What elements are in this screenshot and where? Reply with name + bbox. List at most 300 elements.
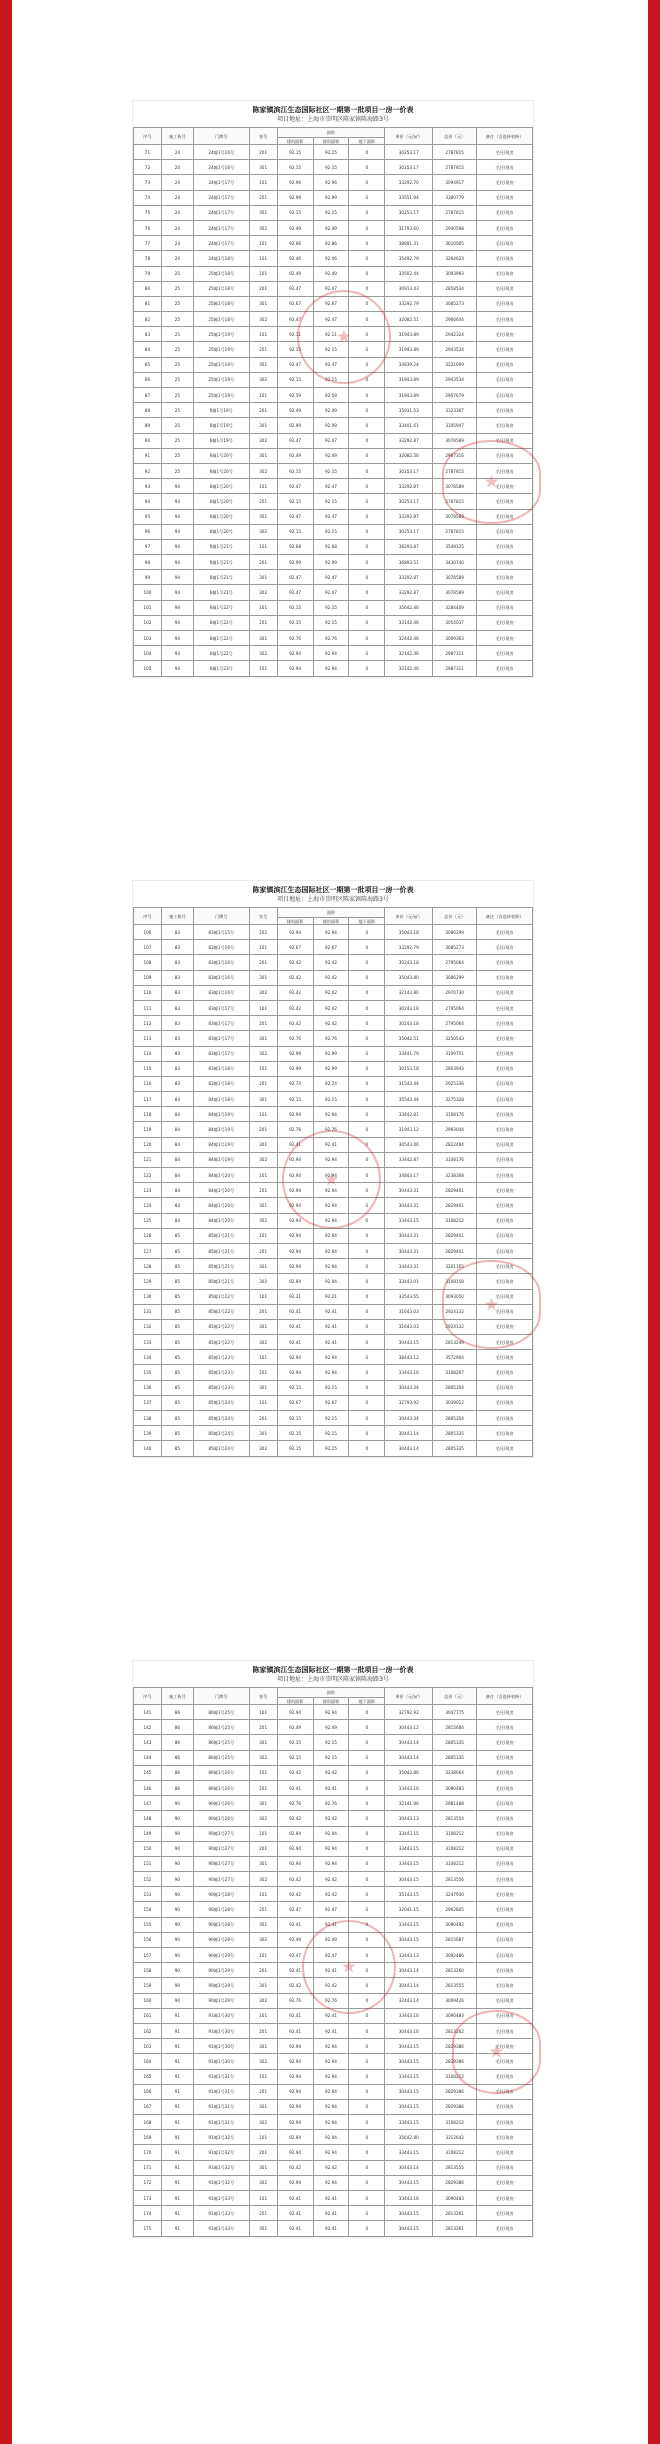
cell-unit-price: 30443.15 [385, 2084, 433, 2099]
table-row [134, 1887, 533, 1902]
cell-door: 84幢1号19号 [193, 1152, 249, 1167]
cell-under-area: 0 [349, 1289, 385, 1304]
cell-use-area: 92.94 [313, 1107, 349, 1122]
cell-door: 83幢1号17号 [193, 1000, 249, 1015]
cell-note: 毛坯/现房 [477, 1122, 533, 1137]
cell-build-area: 92.94 [277, 925, 313, 940]
cell-under-area: 0 [349, 2099, 385, 2114]
cell-total-price: 3090483 [433, 2191, 477, 2206]
cell-total-price: 2943534 [433, 372, 477, 387]
col-header-room: 室号 [249, 908, 277, 925]
table-row [134, 312, 533, 327]
cell-building: 86 [161, 1735, 193, 1750]
cell-build-area: 92.49 [277, 220, 313, 235]
cell-room: 101 [249, 266, 277, 281]
cell-note: 毛坯/现房 [477, 570, 533, 585]
cell-build-area: 92.94 [277, 2115, 313, 2130]
cell-use-area: 92.94 [313, 2084, 349, 2099]
table-row [134, 1917, 533, 1932]
cell-under-area: 0 [349, 2160, 385, 2175]
cell-no: 92 [134, 463, 162, 478]
cell-door: 86幢1号25号 [193, 1705, 249, 1720]
cell-under-area: 0 [349, 1426, 385, 1441]
table-row [134, 418, 533, 433]
cell-no: 115 [134, 1061, 162, 1076]
cell-room: 101 [249, 1289, 277, 1304]
cell-building: 90 [161, 1811, 193, 1826]
table-row [134, 524, 533, 539]
cell-no: 138 [134, 1411, 162, 1426]
cell-build-area: 92.74 [277, 1076, 313, 1091]
cell-unit-price: 33442.87 [385, 1152, 433, 1167]
cell-room: 101 [249, 1168, 277, 1183]
cell-no: 103 [134, 631, 162, 646]
cell-note: 毛坯/现房 [477, 1213, 533, 1228]
table-row [134, 1168, 533, 1183]
sheet-title: 陈家镇滨江生态国际社区一期第一批项目一房一价表 [252, 106, 414, 114]
cell-build-area: 92.76 [277, 1796, 313, 1811]
cell-building: 90 [161, 1887, 193, 1902]
cell-unit-price: 30443.14 [385, 1978, 433, 1993]
cell-no: 168 [134, 2115, 162, 2130]
cell-room: 101 [249, 2069, 277, 2084]
cell-no: 146 [134, 1780, 162, 1795]
cell-total-price: 3108212 [433, 1213, 477, 1228]
cell-note: 毛坯/现房 [477, 205, 533, 220]
cell-door: 84幢1号20号 [193, 1213, 249, 1228]
cell-total-price: 3094917 [433, 175, 477, 190]
cell-under-area: 0 [349, 1441, 385, 1456]
cell-total-price: 2805335 [433, 1426, 477, 1441]
cell-under-area: 0 [349, 2130, 385, 2145]
cell-no: 105 [134, 661, 162, 676]
cell-no: 112 [134, 1016, 162, 1031]
cell-note: 毛坯/现房 [477, 1932, 533, 1947]
cell-use-area: 92.76 [313, 1122, 349, 1137]
cell-room: 201 [249, 1076, 277, 1091]
cell-no: 119 [134, 1122, 162, 1137]
cell-room: 201 [249, 2206, 277, 2221]
cell-unit-price: 32142.46 [385, 646, 433, 661]
cell-total-price: 2815687 [433, 1932, 477, 1947]
cell-note: 毛坯/现房 [477, 388, 533, 403]
cell-building: 84 [161, 1092, 193, 1107]
cell-under-area: 0 [349, 236, 385, 251]
table-row [134, 1259, 533, 1274]
table-row [134, 955, 533, 970]
cell-room: 201 [249, 1780, 277, 1795]
cell-under-area: 0 [349, 661, 385, 676]
cell-note: 毛坯/现房 [477, 646, 533, 661]
table-row [134, 2130, 533, 2145]
cell-room: 301 [249, 631, 277, 646]
cell-build-area: 92.15 [277, 1380, 313, 1395]
cell-build-area: 92.94 [277, 1183, 313, 1198]
cell-note: 毛坯/现房 [477, 615, 533, 630]
cell-note: 毛坯/现房 [477, 1978, 533, 1993]
cell-note: 毛坯/现房 [477, 2175, 533, 2190]
cell-building: 83 [161, 1016, 193, 1031]
cell-room: 301 [249, 570, 277, 585]
cell-building: 24 [161, 220, 193, 235]
cell-total-price: 3238308 [433, 1168, 477, 1183]
cell-no: 150 [134, 1841, 162, 1856]
cell-no: 104 [134, 646, 162, 661]
cell-note: 毛坯/现房 [477, 1016, 533, 1031]
cell-note: 毛坯/现房 [477, 1720, 533, 1735]
cell-unit-price: 30443.31 [385, 1183, 433, 1198]
table-row [134, 1705, 533, 1720]
cell-no: 127 [134, 1243, 162, 1258]
cell-building: 90 [161, 1856, 193, 1871]
cell-building: 85 [161, 1426, 193, 1441]
cell-total-price: 2787815 [433, 145, 477, 160]
cell-use-area: 92.15 [313, 1092, 349, 1107]
cell-unit-price: 35042.51 [385, 1031, 433, 1046]
cell-note: 毛坯/现房 [477, 433, 533, 448]
cell-door: 86幢1号25号 [193, 1750, 249, 1765]
table-row [134, 236, 533, 251]
cell-building: 25 [161, 266, 193, 281]
cell-unit-price: 31943.89 [385, 327, 433, 342]
cell-under-area: 0 [349, 1137, 385, 1152]
cell-door: 91幢1号32号 [193, 2160, 249, 2175]
cell-no: 145 [134, 1765, 162, 1780]
cell-build-area: 92.42 [277, 985, 313, 1000]
cell-use-area: 92.76 [313, 1796, 349, 1811]
cell-door: 85幢1号21号 [193, 1228, 249, 1243]
cell-use-area: 92.49 [313, 1720, 349, 1735]
cell-note: 毛坯/现房 [477, 175, 533, 190]
cell-unit-price: 33443.15 [385, 1917, 433, 1932]
cell-door: 90幢1号29号 [193, 1948, 249, 1963]
cell-note: 毛坯/现房 [477, 1735, 533, 1750]
cell-unit-price: 33443.16 [385, 1365, 433, 1380]
col-header-unit-price: 单价（元/㎡） [385, 1688, 433, 1705]
area-subheader: 地下面积 [349, 138, 385, 145]
cell-room: 101 [249, 940, 277, 955]
cell-build-area: 92.15 [277, 342, 313, 357]
cell-building: 25 [161, 357, 193, 372]
cell-under-area: 0 [349, 145, 385, 160]
cell-room: 101 [249, 327, 277, 342]
cell-build-area: 92.94 [277, 1705, 313, 1720]
cell-build-area: 92.47 [277, 1902, 313, 1917]
cell-total-price: 3247930 [433, 1887, 477, 1902]
cell-door: 25幢1号18号 [193, 266, 249, 281]
cell-room: 201 [249, 1720, 277, 1735]
cell-no: 141 [134, 1705, 162, 1720]
cell-unit-price: 35931.53 [385, 403, 433, 418]
cell-door: 6幢1号22号 [193, 600, 249, 615]
cell-room: 101 [249, 1765, 277, 1780]
cell-build-area: 92.42 [277, 2160, 313, 2175]
cell-no: 109 [134, 970, 162, 985]
table-row [134, 1076, 533, 1091]
cell-building: 86 [161, 1705, 193, 1720]
cell-build-area: 92.41 [277, 1917, 313, 1932]
cell-unit-price: 31943.12 [385, 1122, 433, 1137]
cell-note: 毛坯/现房 [477, 940, 533, 955]
cell-note: 毛坯/现房 [477, 925, 533, 940]
cell-build-area: 92.47 [277, 357, 313, 372]
cell-note: 毛坯/现房 [477, 251, 533, 266]
cell-unit-price: 33442.81 [385, 1107, 433, 1122]
cell-note: 毛坯/现房 [477, 296, 533, 311]
cell-building: 90 [161, 1826, 193, 1841]
cell-no: 128 [134, 1259, 162, 1274]
area-subheader: 建筑面积 [277, 918, 313, 925]
cell-use-area: 92.42 [313, 1016, 349, 1031]
cell-note: 毛坯/现房 [477, 1395, 533, 1410]
cell-door: 83幢1号16号 [193, 985, 249, 1000]
cell-total-price: 3090483 [433, 2008, 477, 2023]
cell-unit-price: 35043.80 [385, 970, 433, 985]
cell-use-area: 92.49 [313, 1932, 349, 1947]
right-red-frame [648, 0, 660, 2444]
cell-total-price: 3092486 [433, 1948, 477, 1963]
cell-use-area: 92.94 [313, 1152, 349, 1167]
cell-door: 85幢1号22号 [193, 1304, 249, 1319]
cell-note: 毛坯/现房 [477, 1046, 533, 1061]
cell-build-area: 92.21 [277, 1289, 313, 1304]
cell-no: 75 [134, 205, 162, 220]
cell-total-price: 3086299 [433, 970, 477, 985]
cell-unit-price: 31643.03 [385, 1304, 433, 1319]
cell-build-area: 92.68 [277, 539, 313, 554]
cell-unit-price: 30443.13 [385, 1811, 433, 1826]
cell-use-area: 92.99 [313, 1046, 349, 1061]
cell-under-area: 0 [349, 1198, 385, 1213]
cell-unit-price: 33502.44 [385, 266, 433, 281]
cell-door: 6幢1号20号 [193, 463, 249, 478]
cell-no: 85 [134, 357, 162, 372]
cell-unit-price: 35642.46 [385, 600, 433, 615]
cell-door: 6幢1号19号 [193, 433, 249, 448]
cell-unit-price: 35642.80 [385, 2130, 433, 2145]
table-row [134, 1092, 533, 1107]
cell-under-area: 0 [349, 646, 385, 661]
cell-room: 101 [249, 600, 277, 615]
cell-no: 118 [134, 1107, 162, 1122]
sheet-title: 陈家镇滨江生态国际社区一期第一批项目一房一价表 [252, 1666, 414, 1674]
cell-total-price: 2813261 [433, 2221, 477, 2236]
cell-build-area: 92.15 [277, 145, 313, 160]
cell-door: 25幢1号19号 [193, 388, 249, 403]
cell-room: 301 [249, 357, 277, 372]
table-row [134, 1335, 533, 1350]
cell-total-price: 2925336 [433, 1076, 477, 1091]
cell-no: 78 [134, 251, 162, 266]
cell-room: 302 [249, 1811, 277, 1826]
cell-door: 83幢1号16号 [193, 970, 249, 985]
col-header-door: 门牌号 [193, 128, 249, 145]
cell-building: 91 [161, 2175, 193, 2190]
cell-no: 165 [134, 2069, 162, 2084]
cell-room: 302 [249, 2054, 277, 2069]
cell-unit-price: 30443.15 [385, 1932, 433, 1947]
cell-room: 302 [249, 1441, 277, 1456]
cell-unit-price: 33443.15 [385, 1213, 433, 1228]
cell-total-price: 2813261 [433, 2206, 477, 2221]
cell-build-area: 92.11 [277, 327, 313, 342]
cell-no: 120 [134, 1137, 162, 1152]
cell-note: 毛坯/现房 [477, 160, 533, 175]
cell-under-area: 0 [349, 1750, 385, 1765]
cell-total-price: 2829386 [433, 2084, 477, 2099]
table-header-row [134, 128, 533, 138]
cell-unit-price: 32442.46 [385, 631, 433, 646]
cell-room: 301 [249, 205, 277, 220]
cell-room: 302 [249, 463, 277, 478]
cell-door: 6幢1号22号 [193, 631, 249, 646]
cell-building: 94 [161, 524, 193, 539]
cell-unit-price: 30253.17 [385, 205, 433, 220]
cell-note: 毛坯/现房 [477, 145, 533, 160]
cell-door: 84幢1号20号 [193, 1168, 249, 1183]
cell-unit-price: 30443.14 [385, 1735, 433, 1750]
cell-building: 86 [161, 1750, 193, 1765]
cell-under-area: 0 [349, 1780, 385, 1795]
cell-room: 302 [249, 2175, 277, 2190]
cell-use-area: 92.94 [313, 2130, 349, 2145]
cell-room: 201 [249, 1411, 277, 1426]
cell-build-area: 92.41 [277, 2221, 313, 2236]
cell-note: 毛坯/现房 [477, 539, 533, 554]
cell-under-area: 0 [349, 220, 385, 235]
cell-no: 77 [134, 236, 162, 251]
cell-use-area: 92.94 [313, 1856, 349, 1871]
cell-use-area: 92.41 [313, 2191, 349, 2206]
cell-building: 91 [161, 2099, 193, 2114]
table-row [134, 479, 533, 494]
cell-under-area: 0 [349, 296, 385, 311]
table-row [134, 2145, 533, 2160]
cell-under-area: 0 [349, 1380, 385, 1395]
cell-door: 90幢1号29号 [193, 1978, 249, 1993]
cell-building: 91 [161, 2130, 193, 2145]
cell-note: 毛坯/现房 [477, 312, 533, 327]
cell-no: 80 [134, 281, 162, 296]
table-row [134, 970, 533, 985]
cell-note: 毛坯/现房 [477, 2160, 533, 2175]
cell-no: 113 [134, 1031, 162, 1046]
cell-build-area: 92.94 [277, 1168, 313, 1183]
cell-build-area: 92.41 [277, 2023, 313, 2038]
cell-build-area: 92.42 [277, 1978, 313, 1993]
cell-under-area: 0 [349, 418, 385, 433]
cell-under-area: 0 [349, 1016, 385, 1031]
cell-building: 84 [161, 1122, 193, 1137]
cell-room: 101 [249, 2130, 277, 2145]
cell-unit-price: 35042.86 [385, 1765, 433, 1780]
cell-total-price: 2795064 [433, 1016, 477, 1031]
cell-unit-price: 30443.15 [385, 1872, 433, 1887]
cell-use-area: 92.42 [313, 985, 349, 1000]
cell-door: 86幢1号25号 [193, 1720, 249, 1735]
table-row [134, 1978, 533, 1993]
cell-under-area: 0 [349, 1411, 385, 1426]
table-row [134, 1993, 533, 2008]
table-header-row [134, 908, 533, 918]
cell-use-area: 92.94 [313, 1841, 349, 1856]
cell-no: 126 [134, 1228, 162, 1243]
cell-note: 毛坯/现房 [477, 585, 533, 600]
cell-total-price: 3108207 [433, 1365, 477, 1380]
cell-door: 84幢1号19号 [193, 1122, 249, 1137]
col-header-note: 备注（含选择装修） [477, 1688, 533, 1705]
cell-total-price: 2805354 [433, 1411, 477, 1426]
cell-room: 201 [249, 1304, 277, 1319]
cell-total-price: 3108176 [433, 1152, 477, 1167]
cell-note: 毛坯/现房 [477, 1228, 533, 1243]
cell-no: 114 [134, 1046, 162, 1061]
cell-no: 107 [134, 940, 162, 955]
cell-use-area: 92.15 [313, 463, 349, 478]
cell-build-area: 92.49 [277, 403, 313, 418]
cell-door: 84幢1号20号 [193, 1198, 249, 1213]
table-row [134, 266, 533, 281]
cell-no: 164 [134, 2054, 162, 2069]
cell-under-area: 0 [349, 1841, 385, 1856]
cell-building: 94 [161, 539, 193, 554]
cell-use-area: 92.15 [313, 1735, 349, 1750]
cell-total-price: 3078589 [433, 433, 477, 448]
cell-room: 101 [249, 1705, 277, 1720]
cell-building: 91 [161, 2039, 193, 2054]
cell-building: 25 [161, 327, 193, 342]
cell-total-price: 3380779 [433, 190, 477, 205]
cell-total-price: 2815684 [433, 1720, 477, 1735]
cell-unit-price: 30443.14 [385, 1963, 433, 1978]
cell-room: 201 [249, 1841, 277, 1856]
cell-total-price: 2813249 [433, 1335, 477, 1350]
cell-door: 91幢1号31号 [193, 2099, 249, 2114]
cell-use-area: 92.49 [313, 220, 349, 235]
cell-total-price: 2787815 [433, 463, 477, 478]
table-row [134, 281, 533, 296]
cell-under-area: 0 [349, 1092, 385, 1107]
cell-note: 毛坯/现房 [477, 2206, 533, 2221]
table-row [134, 160, 533, 175]
cell-unit-price: 33292.87 [385, 479, 433, 494]
cell-door: 85幢1号23号 [193, 1350, 249, 1365]
cell-no: 175 [134, 2221, 162, 2236]
table-row [134, 1411, 533, 1426]
cell-unit-price: 30443.15 [385, 2099, 433, 2114]
cell-build-area: 92.59 [277, 388, 313, 403]
cell-total-price: 2966644 [433, 312, 477, 327]
cell-use-area: 92.59 [313, 388, 349, 403]
table-row [134, 296, 533, 311]
cell-total-price: 2787815 [433, 524, 477, 539]
cell-door: 90幢1号29号 [193, 1993, 249, 2008]
cell-room: 301 [249, 970, 277, 985]
cell-build-area: 92.41 [277, 1319, 313, 1334]
cell-total-price: 2987311 [433, 661, 477, 676]
cell-door: 91幢1号30号 [193, 2008, 249, 2023]
cell-building: 83 [161, 1076, 193, 1091]
cell-building: 90 [161, 1948, 193, 1963]
cell-build-area: 92.15 [277, 160, 313, 175]
cell-under-area: 0 [349, 2191, 385, 2206]
cell-unit-price: 30543.06 [385, 1137, 433, 1152]
cell-under-area: 0 [349, 448, 385, 463]
table-row [134, 357, 533, 372]
cell-use-area: 92.76 [313, 1993, 349, 2008]
cell-unit-price: 31943.89 [385, 388, 433, 403]
cell-build-area: 92.42 [277, 1811, 313, 1826]
